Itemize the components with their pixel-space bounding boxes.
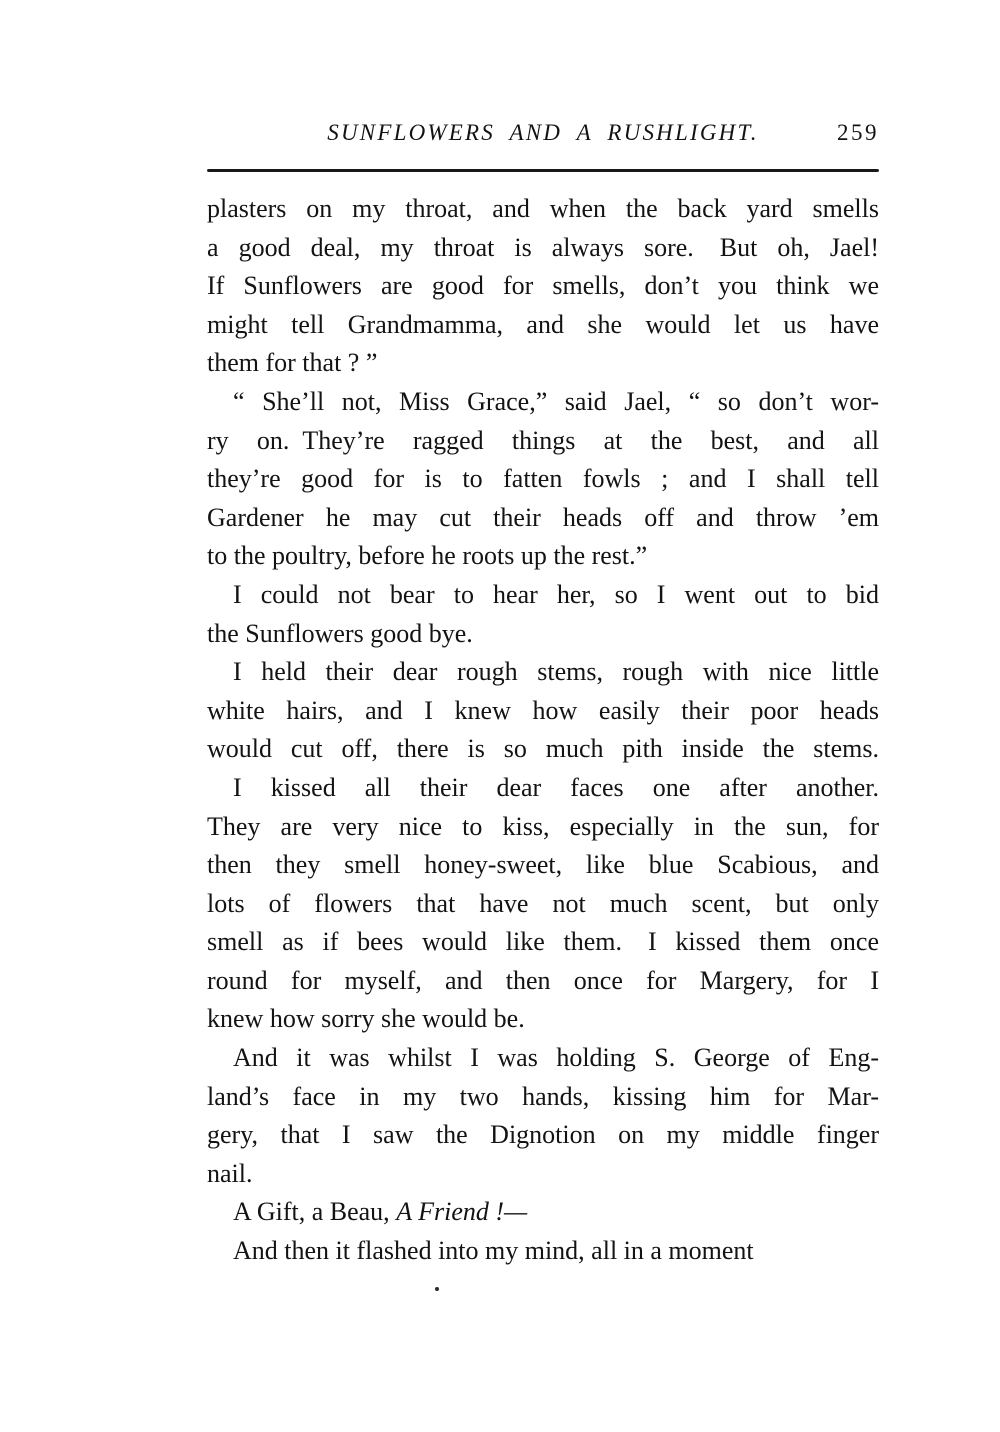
header-rule — [207, 169, 879, 172]
text-line: lots of flowers that have not much scent, but only — [207, 888, 879, 918]
text-block — [207, 118, 879, 1271]
text-line — [207, 1193, 879, 1232]
text-line: I held their dear rough stems, rough with nice little — [233, 657, 879, 687]
text-line: would cut off, there is so much pith inside the stems. — [207, 734, 879, 764]
text-line: them for that ? ” — [207, 348, 378, 378]
text-line: the Sunflowers good bye. — [207, 618, 473, 648]
text-line: I kissed all their dear faces one after another. — [233, 772, 879, 802]
text-line: ry on. They’re ragged things at the best, and all — [207, 425, 879, 455]
body-text — [207, 190, 879, 1271]
text-line: then they smell honey-sweet, like blue Scabious, and — [207, 850, 879, 880]
text-line: to the poultry, before he roots up the rest.” — [207, 541, 648, 571]
page-title: SUNFLOWERS AND A RUSHLIGHT. — [327, 120, 759, 145]
text-line: “ She’ll not, Miss Grace,” said Jael, “ so don’t wor- — [233, 386, 879, 416]
text-line: smell as if bees would like them. I kissed them once — [207, 927, 879, 957]
text-line: Gardener he may cut their heads off and throw ’em — [207, 502, 879, 532]
text-line: a good deal, my throat is always sore. But oh, Jael! — [207, 232, 879, 262]
running-head — [207, 118, 879, 148]
text-line: gery, that I saw the Dignotion on my middle finger — [207, 1120, 879, 1150]
text-segment-roman: A Gift, a Beau, — [233, 1197, 397, 1227]
text-line: And it was whilst I was holding S. George of Eng- — [233, 1043, 879, 1073]
text-line: white hairs, and I knew how easily their poor heads — [207, 695, 879, 725]
text-line: plasters on my throat, and when the back yard smells — [207, 194, 879, 223]
text-line: round for myself, and then once for Margery, for I — [207, 965, 879, 995]
text-line: I could not bear to hear her, so I went out to bid — [233, 579, 879, 609]
text-line: And then it flashed into my mind, all in a moment — [233, 1236, 754, 1266]
ink-speck — [435, 1287, 439, 1291]
text-line: nail. — [207, 1158, 253, 1188]
text-line: might tell Grandmamma, and she would let us have — [207, 309, 879, 339]
text-line: knew how sorry she would be. — [207, 1004, 525, 1034]
text-line: land’s face in my two hands, kissing him for Mar- — [207, 1081, 879, 1111]
text-line: they’re good for is to fatten fowls ; and I shall tell — [207, 464, 879, 494]
page-number: 259 — [837, 120, 879, 145]
text-line: They are very nice to kiss, especially in the sun, for — [207, 811, 879, 841]
text-line: If Sunflowers are good for smells, don’t you think we — [207, 271, 879, 301]
text-segment-italic: A Friend !— — [396, 1197, 528, 1227]
